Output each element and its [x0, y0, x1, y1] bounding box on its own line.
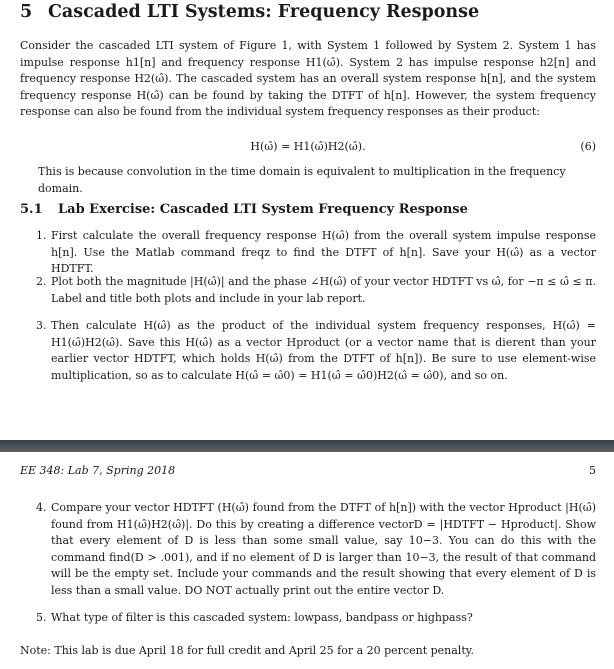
- page-bottom: [0, 452, 614, 669]
- item-number: 5.: [36, 611, 47, 624]
- equation-body: H(ω̂) = H1(ω̂)H2(ω̂).: [250, 140, 366, 153]
- item-text: Then calculate H(ω̂) as the product of the individual system frequency responses, H(ω̂) = H1(ω̂)H2(ω̂). Save this H(ω̂) as a vector Hproduct (or a vector name that is dierent than your earlier vector HDTFT, which holds H(ω̂) from the DTFT of h[n]). Be sure to use element-wise multiplication, so as to calculate H(ω̂ = ω̂0) = H1(ω̂ = ω̂0)H2(ω̂ = ω̂0), and so on.: [51, 319, 596, 382]
- intro-paragraph: Consider the cascaded LTI system of Figure 1, with System 1 followed by System 2. System 1 has impulse response h1[n] and frequency response H1(ω̂). System 2 has impulse response h2[n] and frequency response H2(ω̂). The cascaded system has an overall system response h[n], and the system frequency response H(ω̂) can be found by taking the DTFT of h[n]. However, the system frequency response can also be found from the individual system frequency responses as their product:: [20, 39, 596, 118]
- due-date-note: Note: This lab is due April 18 for full credit and April 25 for a 20 percent penalty.: [20, 644, 474, 657]
- section-title: Cascaded LTI Systems: Frequency Response: [48, 2, 480, 22]
- equation-number: (6): [580, 140, 596, 153]
- page-number: 5: [589, 464, 596, 477]
- item-number: 4.: [36, 501, 47, 514]
- item-number: 1.: [36, 229, 47, 242]
- page-break-divider: [0, 440, 614, 452]
- list-item: [36, 610, 596, 627]
- subsection-title: Lab Exercise: Cascaded LTI System Frequency Response: [58, 202, 468, 217]
- list-item: [36, 228, 596, 278]
- list-item: [36, 318, 596, 384]
- page-header-course: EE 348: Lab 7, Spring 2018: [20, 464, 176, 477]
- item-number: 3.: [36, 319, 47, 332]
- item-text: Compare your vector HDTFT (H(ω̂) found from the DTFT of h[n]) with the vector Hproduct |H(ω̂) found from H1(ω̂)H2(ω̂)|. Do this by creating a difference vectorD = |HDTFT − Hproduct|. Show that every element of D is less than some small value, say 10−3. You can do this with the command find(D > .001), and if no element of D is larger than 10−3, the result of that command will be the empty set. Include your commands and the result showing that every element of D is less than a small value. DO NOT actually print out the entire vector D.: [51, 501, 596, 597]
- list-item: [36, 274, 596, 307]
- item-text: First calculate the overall frequency response H(ω̂) from the overall system impulse response h[n]. Use the Matlab command freqz to find the DTFT of h[n]. Save your H(ω̂) as a vector HDTFT.: [51, 229, 596, 275]
- item-number: 2.: [36, 275, 47, 288]
- item-text: Plot both the magnitude |H(ω̂)| and the phase ∠H(ω̂) of your vector HDTFT vs ω̂, for −π ≤ ω̂ ≤ π. Label and title both plots and include in your lab report.: [51, 275, 596, 305]
- subsection-number: 5.1: [20, 202, 43, 217]
- convolution-note: This is because convolution in the time domain is equivalent to multiplication in the frequency domain.: [38, 165, 566, 195]
- section-number: 5: [20, 2, 33, 22]
- list-item: [36, 500, 596, 599]
- section-heading: [20, 2, 479, 22]
- subsection-heading: [20, 202, 468, 217]
- item-text: What type of filter is this cascaded system: lowpass, bandpass or highpass?: [51, 611, 473, 624]
